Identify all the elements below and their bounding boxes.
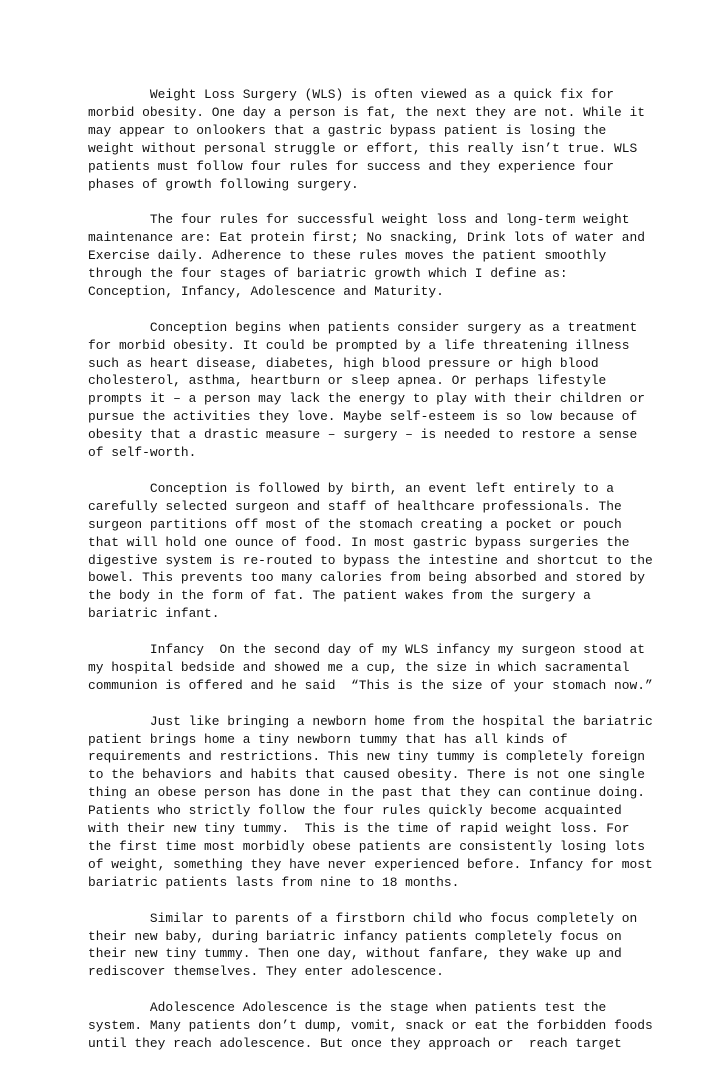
text-line: prompts it – a person may lack the energy to play with their children or	[88, 391, 645, 407]
text-line: of self-worth.	[88, 445, 197, 461]
text-line: that will hold one ounce of food. In most gastric bypass surgeries the	[88, 534, 630, 550]
text-line: patient brings home a tiny newborn tummy that has all kinds of	[88, 731, 568, 747]
text-line: their new baby, during bariatric infancy patients completely focus on	[88, 928, 622, 944]
text-line: bariatric infant.	[88, 606, 220, 622]
paragraph-conception	[88, 319, 648, 462]
text-line: for morbid obesity. It could be prompted by a life threatening illness	[88, 337, 630, 353]
text-line: their new tiny tummy. Then one day, without fanfare, they wake up and	[88, 946, 622, 962]
text-line: weight without personal struggle or effort, this really isn’t true. WLS	[88, 140, 638, 156]
text-line: Conception is followed by birth, an event left entirely to a	[88, 480, 615, 496]
text-line: surgeon partitions off most of the stomach creating a pocket or pouch	[88, 516, 622, 532]
text-line: Adolescence Adolescence is the stage when patients test the	[88, 1000, 607, 1016]
text-line: requirements and restrictions. This new tiny tummy is completely foreign	[88, 749, 645, 765]
text-line: Conception, Infancy, Adolescence and Maturity.	[88, 283, 444, 299]
document-body	[88, 86, 653, 1071]
text-line: thing an obese person has done in the past that they can continue doing.	[88, 785, 645, 801]
paragraph-adolescence	[88, 999, 653, 1053]
text-line: communion is offered and he said “This is the size of your stomach now.”	[88, 677, 653, 693]
text-line: cholesterol, asthma, heartburn or sleep apnea. Or perhaps lifestyle	[88, 373, 607, 389]
text-line: Similar to parents of a firstborn child who focus completely on	[88, 910, 638, 926]
text-line: through the four stages of bariatric growth which I define as:	[88, 266, 568, 282]
paragraph-birth	[88, 480, 653, 623]
text-line: Just like bringing a newborn home from the hospital the bariatric	[88, 713, 653, 729]
text-line: to the behaviors and habits that caused obesity. There is not one single	[88, 767, 645, 783]
text-line: The four rules for successful weight loss and long-term weight	[88, 212, 630, 228]
paragraph-four-rules	[88, 211, 648, 301]
text-line: maintenance are: Eat protein first; No snacking, Drink lots of water and	[88, 230, 645, 246]
paragraph-intro	[88, 86, 648, 193]
text-line: phases of growth following surgery.	[88, 176, 359, 192]
paragraph-firstborn	[88, 910, 648, 982]
text-line: obesity that a drastic measure – surgery – is needed to restore a sense	[88, 427, 638, 443]
text-line: such as heart disease, diabetes, high blood pressure or high blood	[88, 355, 599, 371]
text-line: Weight Loss Surgery (WLS) is often viewed as a quick fix for	[88, 87, 615, 102]
text-line: bowel. This prevents too many calories from being absorbed and stored by	[88, 570, 645, 586]
text-line: carefully selected surgeon and staff of healthcare professionals. The	[88, 498, 622, 514]
text-line: system. Many patients don’t dump, vomit, snack or eat the forbidden foods	[88, 1018, 653, 1034]
text-line: the first time most morbidly obese patients are consistently losing lots	[88, 838, 645, 854]
text-line: Conception begins when patients consider surgery as a treatment	[88, 319, 638, 335]
paragraph-infancy	[88, 641, 653, 695]
text-line: Patients who strictly follow the four rules quickly become acquainted	[88, 803, 622, 819]
text-line: Exercise daily. Adherence to these rules moves the patient smoothly	[88, 248, 607, 264]
text-line: bariatric patients lasts from nine to 18 months.	[88, 874, 460, 890]
text-line: my hospital bedside and showed me a cup, the size in which sacramental	[88, 659, 630, 675]
text-line: pursue the activities they love. Maybe self-esteem is so low because of	[88, 409, 638, 425]
text-line: until they reach adolescence. But once they approach or reach target	[88, 1035, 622, 1051]
text-line: the body in the form of fat. The patient wakes from the surgery a	[88, 588, 591, 604]
text-line: patients must follow four rules for success and they experience four	[88, 158, 615, 174]
text-line: rediscover themselves. They enter adolescence.	[88, 964, 444, 980]
text-line: digestive system is re-routed to bypass the intestine and shortcut to the	[88, 552, 653, 568]
text-line: with their new tiny tummy. This is the time of rapid weight loss. For	[88, 821, 630, 837]
paragraph-newborn-tummy	[88, 713, 653, 892]
text-line: Infancy On the second day of my WLS infancy my surgeon stood at	[88, 642, 645, 658]
text-line: morbid obesity. One day a person is fat, the next they are not. While it	[88, 104, 645, 120]
text-line: of weight, something they have never experienced before. Infancy for most	[88, 856, 653, 872]
text-line: may appear to onlookers that a gastric bypass patient is losing the	[88, 122, 607, 138]
